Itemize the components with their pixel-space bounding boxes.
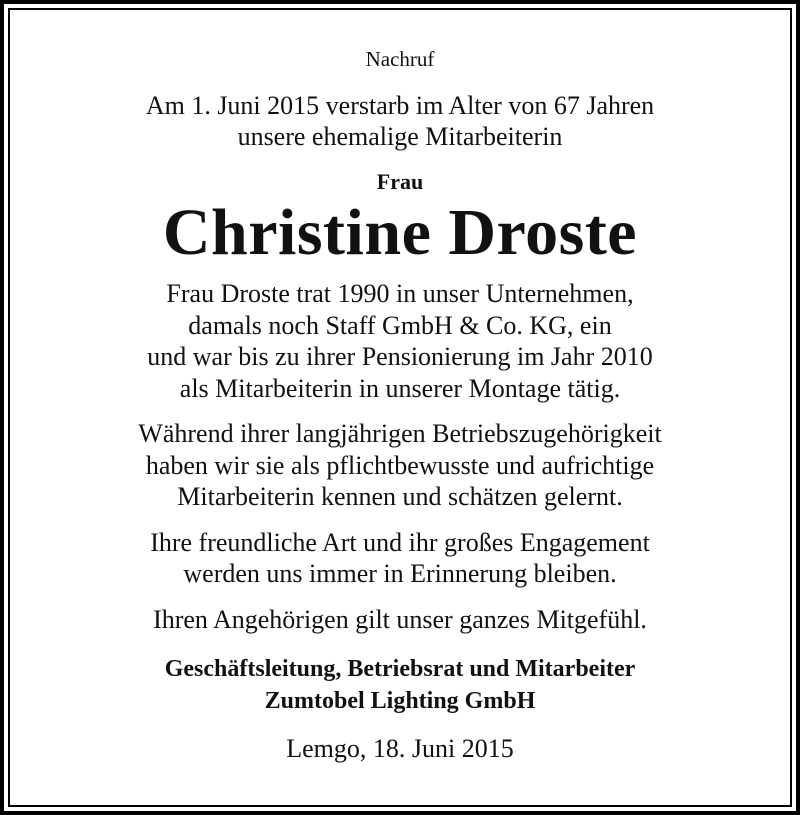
paragraph-line: und war bis zu ihrer Pensionierung im Jahr 2010 xyxy=(147,342,653,371)
paragraph-line: haben wir sie als pflichtbewusste und aufrichtige xyxy=(145,450,655,480)
paragraph-line: Ihre freundliche Art und ihr großes Engagement xyxy=(150,527,650,557)
notice-heading: Nachruf xyxy=(365,47,435,71)
paragraph-remembrance xyxy=(10,527,790,590)
paragraph-appreciation xyxy=(10,418,790,513)
company-name: Zumtobel Lighting GmbH xyxy=(264,688,536,714)
deceased-name: Christine Droste xyxy=(162,196,638,269)
intro-line: Am 1. Juni 2015 verstarb im Alter von 67 Jahren xyxy=(145,91,655,120)
paragraph-line: werden uns immer in Erinnerung bleiben. xyxy=(183,559,617,588)
signers-line: Geschäftsleitung, Betriebsrat und Mitarbeiter xyxy=(164,656,636,682)
paragraph-line: Während ihrer langjährigen Betriebszugehörigkeit xyxy=(138,419,662,448)
paragraph-line: damals noch Staff GmbH & Co. KG, ein xyxy=(188,310,612,340)
paragraph-condolence xyxy=(10,604,790,636)
intro-line: unsere ehemalige Mitarbeiterin xyxy=(237,122,563,151)
paragraph-line: Frau Droste trat 1990 in unser Unternehmen, xyxy=(166,279,634,308)
paragraph-line: Ihren Angehörigen gilt unser ganzes Mitgefühl. xyxy=(153,604,647,634)
paragraph-career xyxy=(10,278,790,404)
place-date: Lemgo, 18. Juni 2015 xyxy=(286,734,514,763)
paragraph-line: als Mitarbeiterin in unserer Montage tätig. xyxy=(179,373,621,403)
obituary-content xyxy=(10,46,790,764)
salutation: Frau xyxy=(376,169,424,194)
intro-text xyxy=(10,90,790,152)
inner-border xyxy=(8,8,792,807)
signers-block xyxy=(10,653,790,717)
paragraph-line: Mitarbeiterin kennen und schätzen gelernt. xyxy=(177,482,623,511)
